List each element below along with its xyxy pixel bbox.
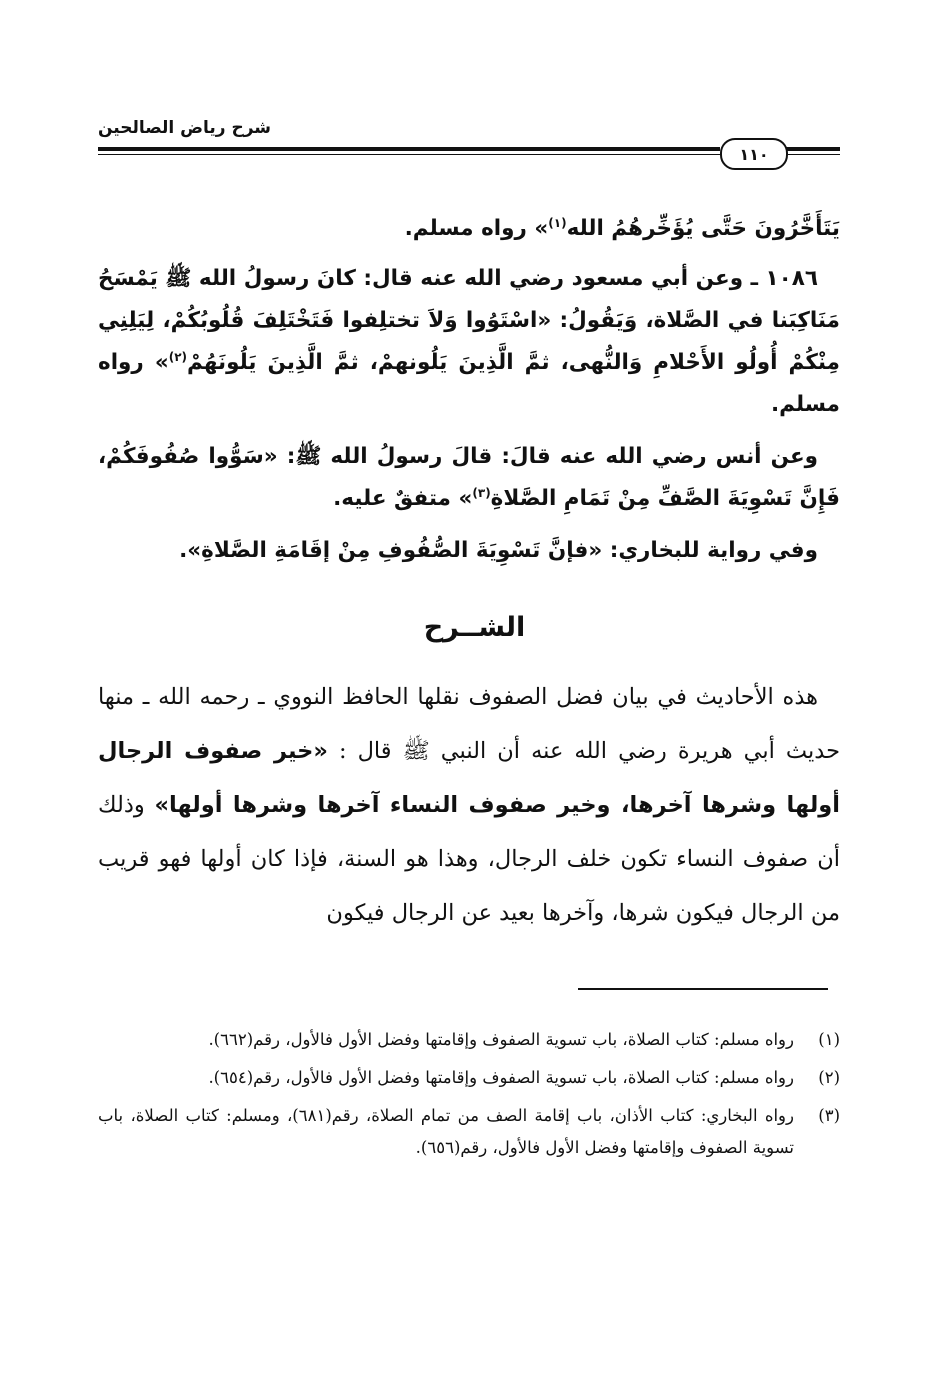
hadith-source: » رواه مسلم. (404, 216, 549, 241)
footnotes (98, 1024, 840, 1170)
commentary-body: وذلك أن صفوف النساء تكون خلف الرجال، وهذا هو السنة، فإذا كان أولها فهو قريب من الرجال فيكون شرها، وآخرها بعيد عن الرجال فيكون (98, 792, 840, 926)
footnote-number: (٢) (818, 1068, 840, 1087)
hadith-source: » رواه مسلم. (98, 350, 840, 417)
hadith-continuation (98, 208, 840, 250)
footnote-text: رواه مسلم: كتاب الصلاة، باب تسوية الصفوف وإقامتها وفضل الأول فالأول، رقم(٦٥٤). (208, 1068, 794, 1087)
hadith-text: يَتَأَخَّرُونَ حَتَّى يُؤَخِّرهُمُ الله (566, 216, 840, 241)
commentary-quote: «خير صفوف الرجال أولها وشرها آخرها، وخير صفوف النساء آخرها وشرها أولها» (98, 738, 840, 818)
footnote-2 (98, 1062, 840, 1094)
hadith-block (98, 208, 840, 572)
footnote-ref: (٣) (472, 485, 491, 500)
hadith-source: » متفقٌ عليه. (333, 486, 473, 511)
footnote-3 (98, 1100, 840, 1164)
running-header-title: شرح رياض الصالحين (98, 118, 272, 138)
footnote-number: (٣) (818, 1106, 840, 1125)
commentary-block (98, 670, 840, 940)
hadith-1086 (98, 258, 840, 426)
hadith-anas (98, 436, 840, 520)
header-rule-left-thin (98, 154, 720, 155)
header-rule-left (98, 147, 720, 151)
header-rule-right (786, 147, 840, 151)
hadith-text: ١٠٨٦ ـ وعن أبي مسعود رضي الله عنه قال: كانَ رسولُ الله ﷺ يَمْسَحُ مَنَاكِبَنا في الصَّلاة، وَيَقُولُ: «اسْتَوُوا وَلاَ تختلِفوا فَتَخْتَلِفَ قُلُوبُكُمْ، لِيَلِنِي مِنْكُمْ أُولُو الأَحْلامِ وَالنُّهى، ثمَّ الَّذِينَ يَلُونهمْ، ثمَّ الَّذِينَ يَلُونَهُمْ (98, 266, 840, 375)
footnote-text: رواه مسلم: كتاب الصلاة، باب تسوية الصفوف وإقامتها وفضل الأول فالأول، رقم(٦٦٢). (208, 1030, 794, 1049)
header-rule-right-thin (786, 154, 840, 155)
commentary-paragraph (98, 670, 840, 940)
commentary-intro: هذه الأحاديث في بيان فضل الصفوف نقلها الحافظ النووي ـ رحمه الله ـ منها حديث أبي هريرة رضي الله عنه أن النبي ﷺ قال : (98, 684, 840, 764)
footnote-ref: (١) (548, 215, 567, 230)
footnote-number: (١) (818, 1030, 840, 1049)
footnote-separator (578, 988, 828, 990)
footnote-1 (98, 1024, 840, 1056)
hadith-text: وعن أنس رضي الله عنه قالَ: قالَ رسولُ الله ﷺ: «سَوُّوا صُفُوفَكُمْ، فَإِنَّ تَسْوِيَةَ الصَّفِّ مِنْ تَمَامِ الصَّلاةِ (98, 444, 840, 511)
footnote-ref: (٢) (168, 349, 187, 364)
hadith-bukhari-narration: وفي رواية للبخاري: «فإنَّ تَسْوِيَةَ الصُّفُوفِ مِنْ إقَامَةِ الصَّلاةِ». (179, 538, 818, 563)
page-number: ١١٠ (739, 144, 769, 164)
section-title: الشــرح (423, 612, 526, 643)
footnote-text: رواه البخاري: كتاب الأذان، باب إقامة الصف من تمام الصلاة، رقم(٦٨١)، ومسلم: كتاب الصلاة، باب تسوية الصفوف وإقامتها وفضل الأول فالأول، رقم(٦٥٦). (98, 1106, 794, 1157)
page-number-badge (720, 138, 788, 170)
